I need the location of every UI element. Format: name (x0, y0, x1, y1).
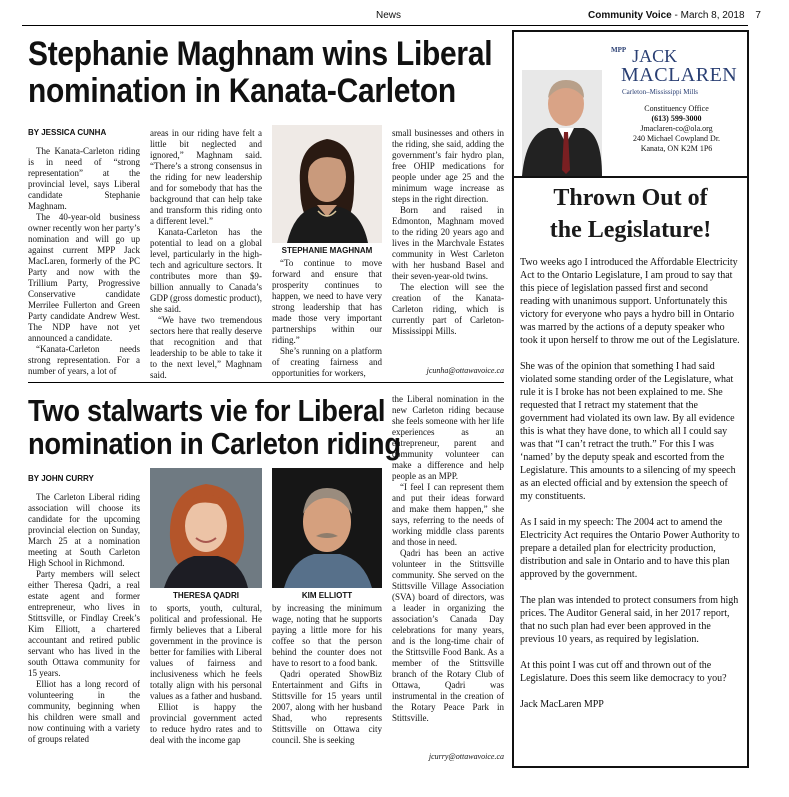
paragraph: Qadri operated ShowBiz Entertainment and Gifts in Stittsville for 15 years until 2007, along with her husband Shad, who represents Stittsville on Ottawa city council. She is seeking (272, 669, 382, 745)
paragraph: Born and raised in Edmonton, Maghnam moved to the riding 20 years ago and lives in the Marchvale Estates community in West Carleton with her husband Basel and their seven-year-old twins. (392, 205, 504, 281)
ad-paragraph: The plan was intended to protect consumers from high prices. The Auditor General said, in her 2017 report, that no such plan had ever been approved in the previous 10 years, as required by legislation. (520, 595, 739, 645)
office-title: Constituency Office (644, 104, 709, 113)
ad-headline (514, 182, 747, 246)
stephanie-maghnam-photo (272, 125, 382, 243)
article2-headline-line2: nomination in Carleton riding (28, 426, 401, 462)
article2-column-1 (28, 492, 140, 745)
article1-author-email: jcunha@ottawavoice.ca (426, 366, 504, 375)
mpp-advertisement (512, 30, 749, 768)
office-contact (614, 104, 739, 154)
paragraph: “We have two tremendous sectors here that really deserve that recognition and that leadership to be able to take it to the next level,” Maghnam said. (150, 315, 262, 380)
paragraph: small businesses and others in the riding, she said, adding the government’s fair hydro plan, free OHIP medications for people under age 25 and the minimum wage increase as steps in the right direction. (392, 128, 504, 204)
page-header-right (588, 10, 761, 21)
kim-elliott-photo (272, 468, 382, 588)
article-divider (28, 382, 504, 383)
ad-paragraph: At this point I was cut off and thrown out of the Legislature. Does this seem like democracy to you? (520, 660, 727, 684)
paragraph: to sports, youth, cultural, political and professional. He firmly believes that a Liberal government in the province is better for families with Liberal values of fairness and inclusiveness which he feels totally align with his personal values as a father and husband. (150, 603, 262, 701)
paragraph: Elliot has a long record of volunteering in the community, beginning when his children were small and now continuing with a variety of groups related (28, 679, 140, 744)
paragraph: Party members will select either Theresa Qadri, a real estate agent and former entrepreneur, who lives in Stittsville, or Findlay Creek’s Kim Elliott, a chartered accountant and retired public servant who has lived in the south Ottawa community for 15 years. (28, 569, 140, 678)
paragraph: Kanata-Carleton has the potential to lead on a global level, particularly in the high-tech and agriculture sectors. It contributes more than $9-billion annually to Canada’s GDP (gross domestic product), she said. (150, 227, 262, 314)
publication-name: Community Voice (588, 10, 672, 21)
paragraph: The Kanata-Carleton riding is in need of “strong representation” at the provincial level, says Liberal candidate Stephanie Maghnam. (28, 146, 140, 211)
article1-column-3 (272, 258, 382, 379)
article1-column-4 (392, 128, 504, 337)
paragraph: “To continue to move forward and ensure that prosperity continues to happen, we need to have very strong leadership that has made those very important partnerships within our riding.” (272, 258, 382, 345)
article2-column-2 (150, 603, 262, 746)
office-email: Jmaclaren-co@ola.org (640, 124, 713, 133)
ad-headline-line1: Thrown Out of (553, 185, 708, 211)
office-address-2: Kanata, ON K2M 1P6 (640, 144, 713, 153)
theresa-qadri-photo (150, 468, 262, 588)
ad-headline-line2: the Legislature! (549, 217, 712, 243)
theresa-photo-caption: THERESA QADRI (173, 591, 239, 600)
ad-signature: Jack MacLaren MPP (520, 699, 604, 710)
paragraph: She’s running on a platform of creating fairness and opportunities for workers, (272, 346, 382, 378)
section-label: News (376, 10, 402, 21)
mpp-label: MPP (611, 46, 627, 54)
header-rule (22, 25, 748, 26)
article1-headline-line1: Stephanie Maghnam wins Liberal (28, 35, 493, 73)
ad-body (520, 256, 740, 724)
issue-date: - March 8, 2018 (674, 10, 745, 21)
paragraph: The Carleton Liberal riding association will choose its candidate for the upcoming provincial election on Sunday, March 25 at a nomination meeting at South Carleton High School in Richmond. (28, 492, 140, 568)
article1-column-1 (28, 146, 140, 377)
office-address-1: 240 Michael Cowpland Dr. (632, 134, 721, 143)
paragraph: areas in our riding have felt a little bit neglected and ignored,” Maghnam said. “There’s a strong consensus in the riding for new leadership and for somebody that has the background that can help take and transform this riding onto a different level.” (150, 128, 262, 226)
page-number: 7 (755, 10, 761, 21)
paragraph: the Liberal nomination in the new Carleton riding because she feels someone with her life experiences as an entrepreneur, parent and community volunteer can make a difference and help people as an MPP. (392, 394, 504, 481)
article2-headline (28, 394, 401, 461)
paragraph: “I feel I can represent them and put their ideas forward and make them happen,” she says, referring to the needs of working middle class parents and those in need. (392, 482, 504, 547)
jack-maclaren-photo (522, 70, 602, 176)
article2-column-4 (392, 394, 504, 724)
mpp-last-name: MACLAREN (621, 64, 738, 86)
paragraph: “Kanata-Carleton needs strong representation. For a number of years, a lot of (28, 344, 140, 376)
ad-paragraph: Two weeks ago I introduced the Affordable Electricity Act to the Ontario Legislature, I am proud to say that this piece of legislation passed first and second reading with unanimous support. Unfortunately this victory for everyone who pays a hydro bill in Ontario was marred by the actions of a deputy speaker who took it upon herself to throw me out of the Legislature. (520, 257, 740, 346)
riding-name: Carleton–Mississippi Mills (622, 88, 699, 96)
paragraph: Qadri has been an active volunteer in the Stittsville community. She served on the Stittsville Village Association (SVA) board of directors, was a leader in organizing the association’s Canada Day celebrations for many years, and is the long-time chair of the Stittsville Food Bank. As a member of the Stittsville branch of the Rotary Club of Ottawa, Qadri was instrumental in the creation of the Rotary Peace Park in Stittsville. (392, 548, 504, 723)
article1-headline (28, 36, 492, 109)
article2-author-email: jcurry@ottawavoice.ca (428, 752, 504, 761)
article1-byline: BY JESSICA CUNHA (28, 128, 107, 137)
office-phone: (613) 599-3000 (651, 114, 702, 123)
paragraph: by increasing the minimum wage, noting that he supports paying a little more for his coffee so that the person behind the counter does not have to resort to a food bank. (272, 603, 382, 668)
paragraph: Elliot is happy the provincial government acted to reduce hydro rates and to deal with the income gap (150, 702, 262, 745)
ad-paragraph: As I said in my speech: The 2004 act to amend the Electricity Act requires the Ontario Power Authority to prepare a detailed plan for electricity production, distribution and sale in Ontario and to have this plan approved by the government. (520, 517, 740, 580)
paragraph: The 40-year-old business owner recently won her party’s nomination and will go up against current MPP Jack MacLaren, formerly of the PC Party and now with the Trillium Party, Progressive Conservative candidate Merrilee Fullerton and Green Party candidate Andrew West. The NDP have not yet announced a candidate. (28, 212, 140, 343)
ad-paragraph: She was of the opinion that something I had said violated some standing order of the Legislature, what rule it is I broke has not been explained to me. She requested that I retract my statement that the government had violated its own law. By all evidence this is what they have done, to which all I could say was that “I can’t retract the truth.” For this I was ‘named’ by the deputy speak and escorted from the Legislature. This amounts to a silencing of my speech as an elected official and by extension the speech of my constituents. (520, 361, 736, 502)
paragraph: The election will see the creation of the Kanata-Carleton riding, which is currently part of Carleton-Mississippi Mills. (392, 282, 504, 336)
ad-header (514, 32, 747, 178)
mpp-first-name: JACK (632, 46, 678, 66)
article1-column-2 (150, 128, 262, 381)
stephanie-photo-caption: STEPHANIE MAGHNAM (281, 246, 373, 255)
article2-column-3 (272, 603, 382, 746)
article2-headline-line1: Two stalwarts vie for Liberal (28, 393, 386, 428)
article1-headline-line2: nomination in Kanata-Carleton (28, 71, 456, 110)
kim-photo-caption: KIM ELLIOTT (301, 591, 353, 600)
article2-byline: BY JOHN CURRY (28, 474, 94, 483)
